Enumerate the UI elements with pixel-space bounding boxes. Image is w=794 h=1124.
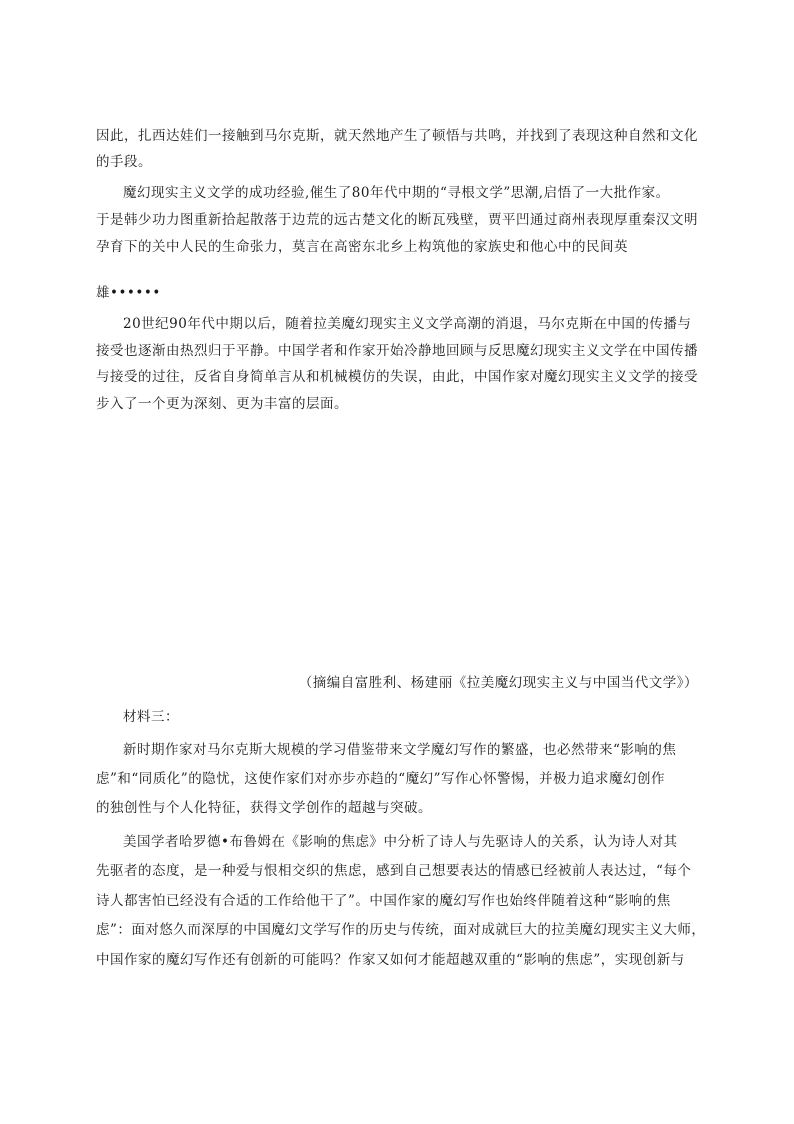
paragraph-line: 20世纪90年代中期以后，随着拉美魔幻现实主义文学高潮的消退，马尔克斯在中国的传播与 bbox=[123, 316, 692, 332]
paragraph-line: 接受也逐渐由热烈归于平静。中国学者和作家开始冷静地回顾与反思魔幻现实主义文学在中国传播 bbox=[96, 343, 698, 359]
paragraph-line: 诗人都害怕已经没有合适的工作给他干了”。中国作家的魔幻写作也始终伴随着这种“影响的焦 bbox=[96, 893, 671, 909]
paragraph-line: 新时期作家对马尔克斯大规模的学习借鉴带来文学魔幻写作的繁盛，也必然带来“影响的焦 bbox=[123, 742, 677, 758]
paragraph-line: 因此，扎西达娃们一接触到马尔克斯，就天然地产生了顿悟与共鸣，并找到了表现这种自然和文化 bbox=[96, 128, 698, 144]
paragraph-line: 步入了一个更为深刻、更为丰富的层面。 bbox=[96, 396, 348, 412]
paragraph-line: 雄•••••• bbox=[96, 285, 161, 301]
paragraph-line: 魔幻现实主义文学的成功经验,催生了80年代中期的“寻根文学”思潮,启悟了一大批作家。 bbox=[123, 185, 670, 201]
section-heading: 材料三： bbox=[123, 709, 179, 725]
paragraph-line: 中国作家的魔幻写作还有创新的可能吗？作家又如何才能超越双重的“影响的焦虑”，实现创新与 bbox=[96, 952, 685, 968]
paragraph-line: 的独创性与个人化特征，获得文学创作的超越与突破。 bbox=[96, 800, 432, 816]
source-citation: （摘编自富胜利、杨建丽《拉美魔幻现实主义与中国当代文学》） bbox=[298, 675, 698, 691]
paragraph-line: 虑”和“同质化”的隐忧，这使作家们对亦步亦趋的“魔幻”写作心怀警惕，并极力追求魔幻创作 bbox=[96, 771, 666, 787]
paragraph-line: 孕育下的关中人民的生命张力，莫言在高密东北乡上构筑他的家族史和他心中的民间英 bbox=[96, 239, 628, 255]
paragraph-line: 先驱者的态度，是一种爱与恨相交织的焦虑，感到自己想要表达的情感已经被前人表达过，“每个 bbox=[96, 863, 692, 879]
paragraph-line: 的手段。 bbox=[96, 154, 152, 170]
paragraph-line: 美国学者哈罗德•布鲁姆在《影响的焦虑》中分析了诗人与先驱诗人的关系，认为诗人对其 bbox=[123, 834, 678, 850]
paragraph-line: 与接受的过往，反省自身简单言从和机械模仿的失误，由此，中国作家对魔幻现实主义文学的接受 bbox=[96, 369, 698, 385]
paragraph-line: 虑”：面对悠久而深厚的中国魔幻文学写作的历史与传统，面对成就巨大的拉美魔幻现实主义大师， bbox=[96, 922, 706, 938]
paragraph-line: 于是韩少功力图重新拾起散落于边荒的远古楚文化的断瓦残壁，贾平凹通过商州表现厚重秦汉文明 bbox=[96, 212, 698, 228]
